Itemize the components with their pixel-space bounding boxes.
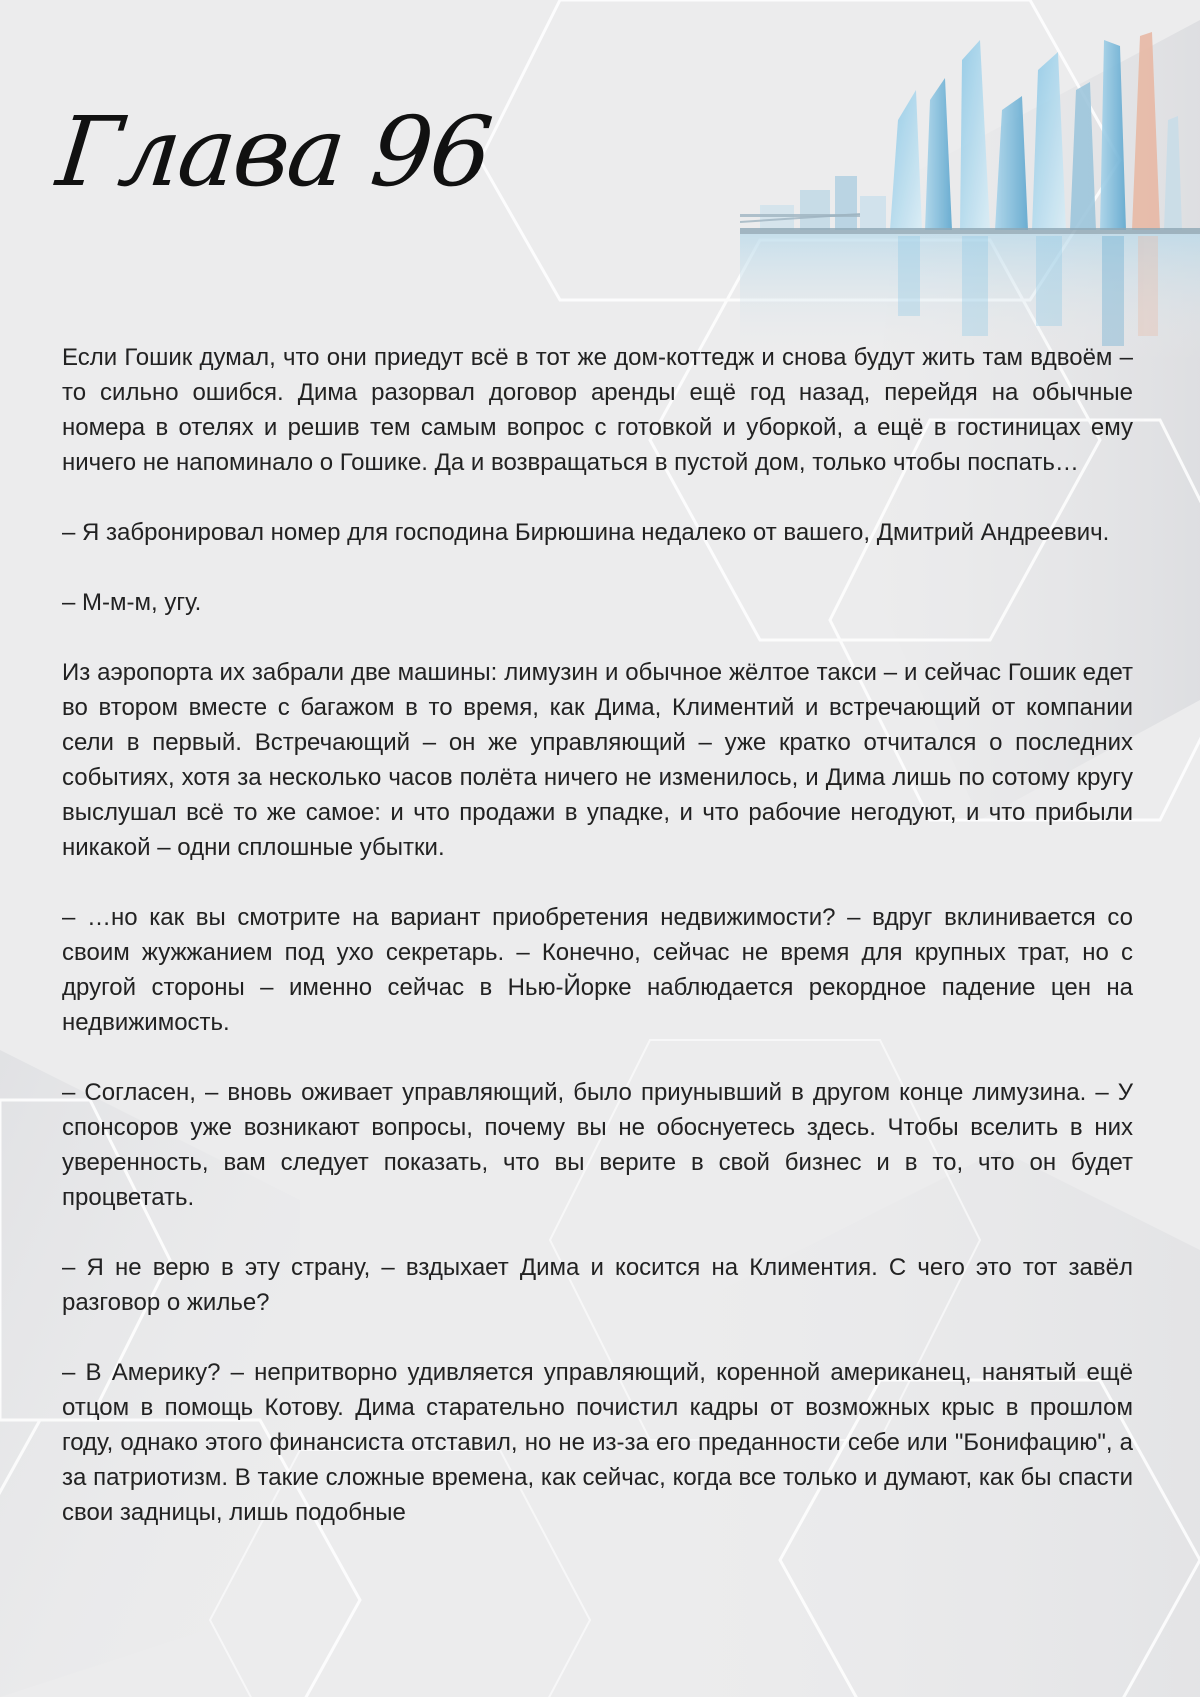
paragraph: – Согласен, – вновь оживает управляющий, было приунывший в другом конце лимузина. – У спонсоров уже возникают вопросы, почему вы не обоснуетесь здесь. Чтобы вселить в них уверенность, вам следует показать, что вы верите в свой бизнес и в то, что он будет процветать.: [62, 1079, 1133, 1211]
paragraph: – …но как вы смотрите на вариант приобретения недвижимости? – вдруг вклинивается со своим жужжанием под ухо секретарь. – Конечно, сейчас не время для крупных трат, но с другой стороны – именно сейчас в Нью-Йорке наблюдается рекордное падение цен на недвижимость.: [62, 904, 1133, 1036]
paragraph: Если Гошик думал, что они приедут всё в тот же дом-коттедж и снова будут жить там вдвоём – то сильно ошибся. Дима разорвал договор аренды ещё год назад, перейдя на обычные номера в отелях и решив тем самым вопрос с готовкой и уборкой, а ещё в гостиницах ему ничего не напоминало о Гошике. Да и возвращаться в пустой дом, только чтобы поспать…: [62, 344, 1133, 476]
chapter-body: [62, 340, 1133, 1565]
city-skyline-illustration: [740, 0, 1200, 360]
paragraph: – Я забронировал номер для господина Бирюшина недалеко от вашего, Дмитрий Андреевич.: [62, 519, 1110, 546]
paragraph: – Я не верю в эту страну, – вздыхает Дима и косится на Климентия. С чего это тот завёл разговор о жилье?: [62, 1254, 1133, 1316]
chapter-title: Глава 96: [52, 96, 496, 208]
chapter-heading: [52, 96, 658, 246]
paragraph: Из аэропорта их забрали две машины: лимузин и обычное жёлтое такси – и сейчас Гошик едет во втором вместе с багажом в то время, как Дима, Климентий и встречающий от компании сели в первый. Встречающий – он же управляющий – уже кратко отчитался о последних событиях, хотя за несколько часов полёта ничего не изменилось, и Дима лишь по сотому кругу выслушал всё то же самое: и что продажи в упадке, и что рабочие негодуют, и что прибыли никакой – одни сплошные убытки.: [62, 659, 1133, 861]
paragraph: – М-м-м, угу.: [62, 589, 202, 616]
paragraph: – В Америку? – непритворно удивляется управляющий, коренной американец, нанятый ещё отцом в помощь Котову. Дима старательно почистил кадры от возможных крыс в прошлом году, однако этого финансиста отставил, но не из-за его преданности себе или "Бонифацию", а за патриотизм. В такие сложные времена, как сейчас, когда все только и думают, как бы спасти свои задницы, лишь подобные: [62, 1359, 1133, 1526]
